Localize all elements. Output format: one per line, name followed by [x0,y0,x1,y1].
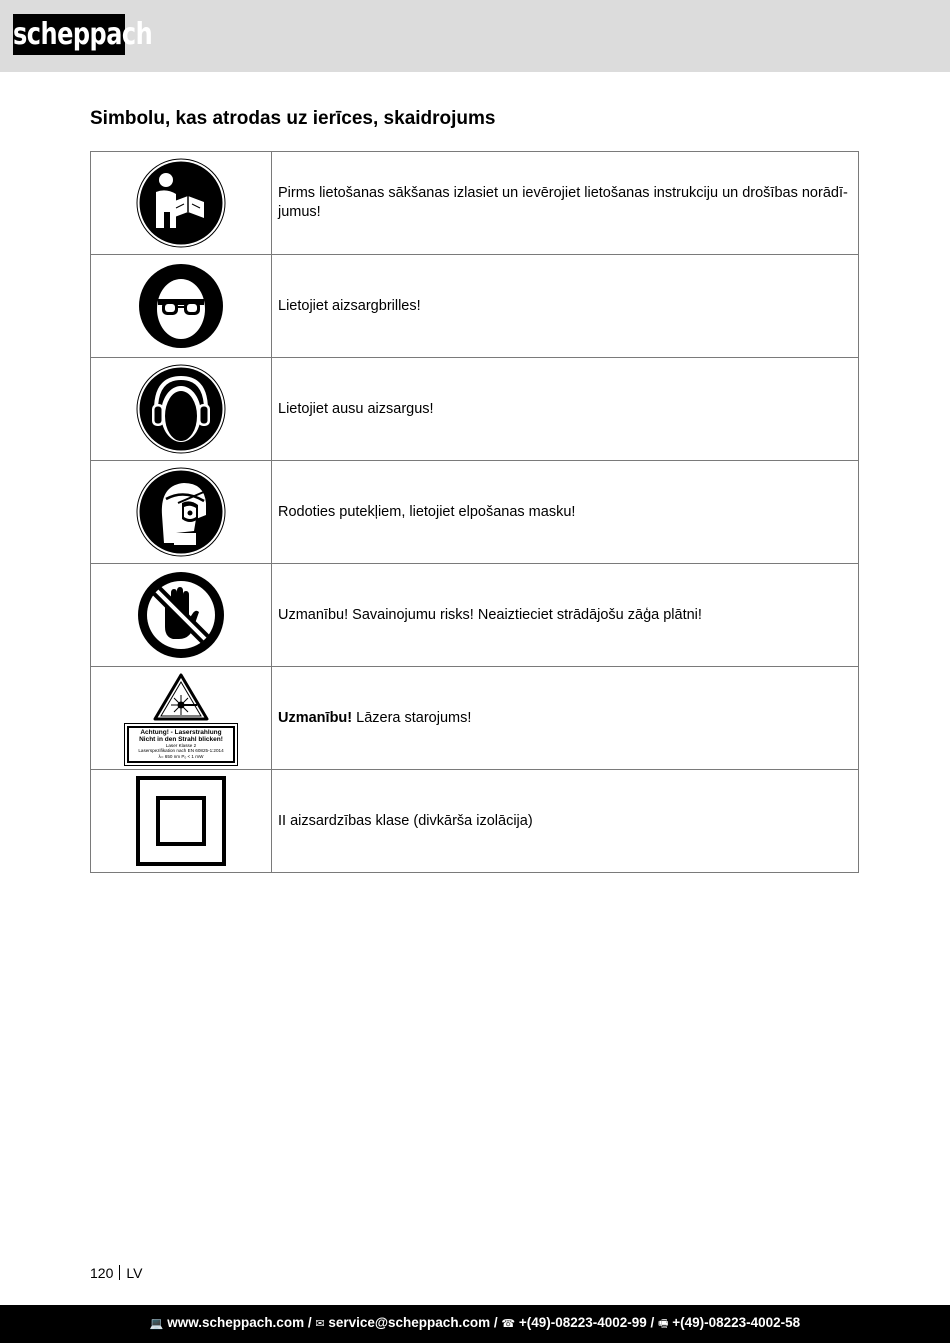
fax-icon: 🖷 [658,1318,669,1330]
read-manual-icon [136,158,226,248]
footer-band [0,1305,950,1343]
laser-label-line5: λ= 650 nm Pₒ < 1 mW [158,753,204,759]
laser-label-line4: Laserspezifikation nach EN 60825-1:2014 [138,748,224,754]
icon-cell [91,564,272,667]
footer-email-link[interactable]: service@scheppach.com [328,1315,491,1330]
icon-cell [91,255,272,358]
symbol-description: II aizsardzības klase (divkārša izolācija) [272,770,859,873]
icon-cell [91,152,272,255]
double-insulation-icon [136,776,226,866]
page-language: LV [126,1265,143,1281]
laser-label-plate [127,726,235,764]
header-band [0,0,950,72]
footer-separator: / [304,1315,316,1330]
laser-warning-icon [91,673,271,764]
table-row [91,152,859,255]
no-touch-hand-icon [137,571,225,659]
page-number-divider [119,1265,120,1280]
symbol-description: Rodoties putekļiem, lietojiet elpošanas masku! [272,461,859,564]
footer-website-link[interactable]: www.scheppach.com [167,1315,305,1330]
warning-bold-text: Uzmanību! [278,709,353,726]
icon-cell [91,461,272,564]
symbol-description: Uzmanību! Savainojumu risks! Neaiztieciet strādājošu zāģa plātni! [272,564,859,667]
ear-protection-icon [136,364,226,454]
table-row [91,770,859,873]
footer-fax: +(49)-08223-4002-58 [672,1315,801,1330]
laser-label-line2: Nicht in den Strahl blicken! [139,735,223,743]
page-footer-number [90,1265,142,1281]
safety-goggles-icon [138,263,224,349]
symbol-description: Lietojiet ausu aizsargus! [272,358,859,461]
table-row [91,255,859,358]
laser-label-line1: Achtung! - Laserstrahlung [140,728,222,736]
phone-icon: ☎ [501,1318,516,1330]
footer-contact-line [0,1315,950,1334]
icon-cell [91,770,272,873]
email-icon: ✉ [315,1318,325,1330]
table-row [91,358,859,461]
symbols-table [90,151,859,873]
page-title: Simbolu, kas atrodas uz ierīces, skaidrojums [90,108,496,129]
icon-cell [91,358,272,461]
footer-phone[interactable]: +(49)-08223-4002-99 [518,1315,647,1330]
brand-logo[interactable]: scheppach [13,14,125,55]
page-number: 120 [90,1265,114,1281]
footer-separator: / [490,1315,502,1330]
table-row [91,667,859,770]
laser-label-line3: Laser Klasse 2 [165,742,197,748]
dust-mask-icon [136,467,226,557]
symbol-description [272,667,859,770]
warning-text: Lāzera starojums! [352,709,472,726]
symbol-description: Pirms lietošanas sākšanas izlasiet un ievērojiet lietošanas instrukciju un drošības norādī-jumus! [272,152,859,255]
symbol-description: Lietojiet aizsargbrilles! [272,255,859,358]
footer-separator: / [646,1315,659,1330]
table-row [91,564,859,667]
icon-cell [91,667,272,770]
table-row [91,461,859,564]
computer-icon: 💻 [149,1318,164,1330]
